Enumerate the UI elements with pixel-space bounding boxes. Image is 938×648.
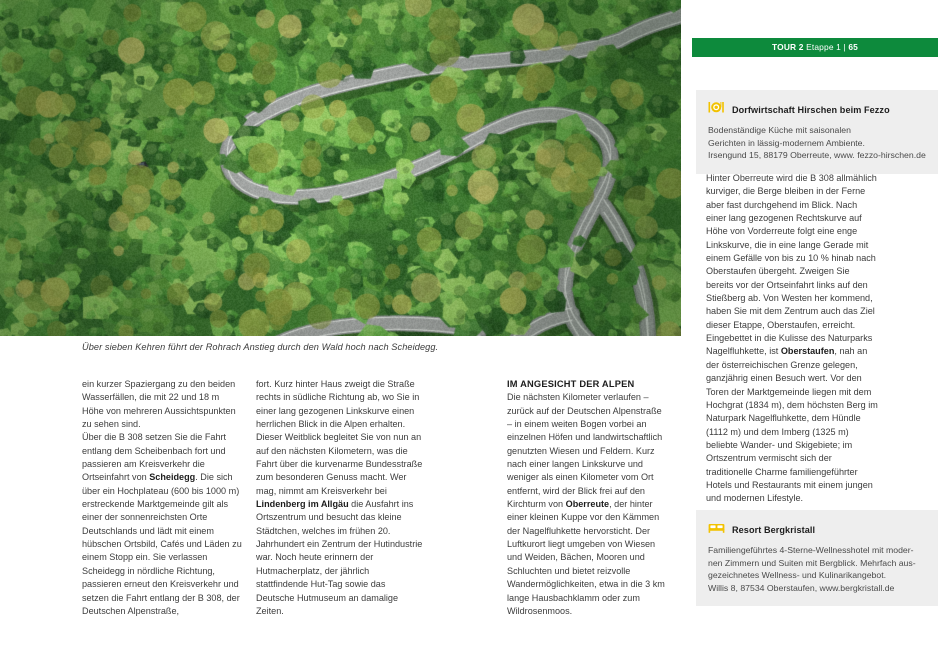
folio-stage: Etappe 1 <box>806 42 841 52</box>
paragraph: fort. Kurz hinter Haus zweigt die Straße rechts in südliche Richtung ab, wo Sie in einer lang gezogenen Linkskurve einen herrlichen Blick in die Alpen erhalten. Dieser Weitblick begleitet Sie von nun an auf den nächsten Kilometern, was die Fahrt über die kurvenarme Bundesstraße zum besonderen Genuss macht. Wer mag, nimmt am Kreisverkehr bei Lindenberg im Allgäu die Ausfahrt ins Ortszentrum und besucht das kleine Städtchen, welches im frühen 20. Jahrhundert ein Zentrum der Hutindustrie war. Noch heute erinnern der Hutmacherplatz, der jährlich stattfindende Hut-Tag sowie das Deutsche Hutmuseum an damalige Zeiten. <box>256 379 423 616</box>
hero-photo-canvas <box>0 0 681 336</box>
right-rail <box>692 0 938 648</box>
body-column-1 <box>82 378 242 618</box>
section-subheading: IM ANGESICHT DER ALPEN <box>507 379 635 389</box>
column-2-paragraphs <box>256 378 423 618</box>
folio-tour: TOUR 2 <box>772 42 804 52</box>
folio-bar <box>692 38 938 57</box>
paragraph: Hinter Oberreute wird die B 308 allmählich kurviger, die Berge bleiben in der Ferne aber fast durchgehend im Blick. Nach einer lang gezogenen Rechtskurve auf Höhe von Vorderreute folgt eine enge Linkskurve, die in eine lange Gerade mit einem Gefälle von bis zu 10 % hinab nach Oberstaufen übergeht. Zweigen Sie bereits vor der Ortseinfahrt links auf den Stießberg ab. Von Westen her kommend, haben Sie mit dem Zentrum auch das Ziel dieser Etappe, Oberstaufen, erreicht. <box>706 173 877 330</box>
infobox-hotel-title: Resort Bergkristall <box>732 525 816 535</box>
paragraph: ein kurzer Spaziergang zu den beiden Wasserfällen, die mit 22 und 18 m Höhe von mehreren Aussichtspunkten zu sehen sind. <box>82 379 236 430</box>
hero-caption: Über sieben Kehren führt der Rohrach Anstieg durch den Wald hoch nach Scheidegg. <box>82 342 439 352</box>
infobox-line: gezeichnetes Wellness- und Kulinarikangebot. <box>708 570 887 581</box>
infobox-line: nen Zimmern und Suiten mit Bergblick. Mehrfach aus- <box>708 557 916 568</box>
rail-body-text <box>706 172 878 506</box>
plate-cutlery-icon <box>708 101 725 119</box>
infobox-line: Gerichten in lässig-modernem Ambiente. <box>708 137 865 148</box>
folio-separator: | <box>843 42 846 52</box>
body-column-2 <box>256 378 423 618</box>
infobox-restaurant-body <box>708 124 926 162</box>
infobox-restaurant-header <box>708 101 926 119</box>
infobox-line: Willis 8, 87534 Oberstaufen, www.bergkristall.de <box>708 582 895 593</box>
infobox-hotel-header <box>708 521 926 539</box>
infobox-line: Bodenständige Küche mit saisonalen <box>708 125 851 135</box>
folio-page-number: 65 <box>848 42 858 52</box>
paragraph: Über die B 308 setzen Sie die Fahrt entlang dem Scheibenbach fort und passieren am Kreisverkehr die Ortseinfahrt von Scheidegg. Die sich über ein Hochplateau (600 bis 1000 m) erstreckende Marktgemeinde gilt als einer der sonnenreichsten Orte Deutschlands und lädt mit einem hübschen Ortsbild, Cafés und Läden zu einem Stopp ein. Sie verlassen Scheidegg in nördliche Richtung, passieren erneut den Kreisverkehr und setzen die Fahrt entlang der B 308, der Deutschen Alpenstraße, <box>82 432 242 616</box>
infobox-hotel <box>696 510 938 606</box>
column-3-paragraphs <box>507 391 667 618</box>
infobox-hotel-body <box>708 544 926 594</box>
infobox-line: Irsengund 15, 88179 Oberreute, www. fezzo-hirschen.de <box>708 150 926 161</box>
infobox-line: Familiengeführtes 4-Sterne-Wellnesshotel mit moder- <box>708 545 914 555</box>
paragraph: Die nächsten Kilometer verlaufen – zurück auf der Deutschen Alpenstraße – in einem weiten Bogen vorbei an einzelnen Höfen und landwirtschaftlich genutzten Wiesen und Feldern. Kurz nach einer langen Linkskurve und weniger als einen Kilometer vom Ort entfernt, wird der Blick frei auf den Kirchturm von Oberreute, der hinter einer kleinen Kuppe vor den Kämmen der Nagelfluhkette hervorsticht. Der Luftkurort liegt umgeben von Wiesen und Weiden, Bächen, Mooren und Schluchten und bietet reizvolle Wandermöglichkeiten, etwa in die 3 km lange Hausbachklamm oder zum Wildrosenmoos. <box>507 392 665 616</box>
infobox-restaurant <box>696 90 938 174</box>
paragraph: Eingebettet in die Kulisse des Naturparks Nagelfluhkette, ist Oberstaufen, nah an der österreichischen Grenze gelegen, ganzjährig einen Besuch wert. Vor den Toren der Marktgemeinde liegen mit dem Hochgrat (1834 m), dem höchsten Berg im Naturpark Nagelfluhkette, dem Hündle (1112 m) und dem Imberg (1325 m) beliebte Wander- und Skigebiete; im Ortszentrum vermischt sich der traditionelle Charme familiengeführter Hotels und Restaurants mit einem jungen und modernen Lifestyle. <box>706 333 878 504</box>
body-column-3 <box>507 378 667 618</box>
hero-photo <box>0 0 681 336</box>
infobox-restaurant-title: Dorfwirtschaft Hirschen beim Fezzo <box>732 105 890 115</box>
column-1-paragraphs <box>82 378 242 618</box>
bed-icon <box>708 521 725 539</box>
